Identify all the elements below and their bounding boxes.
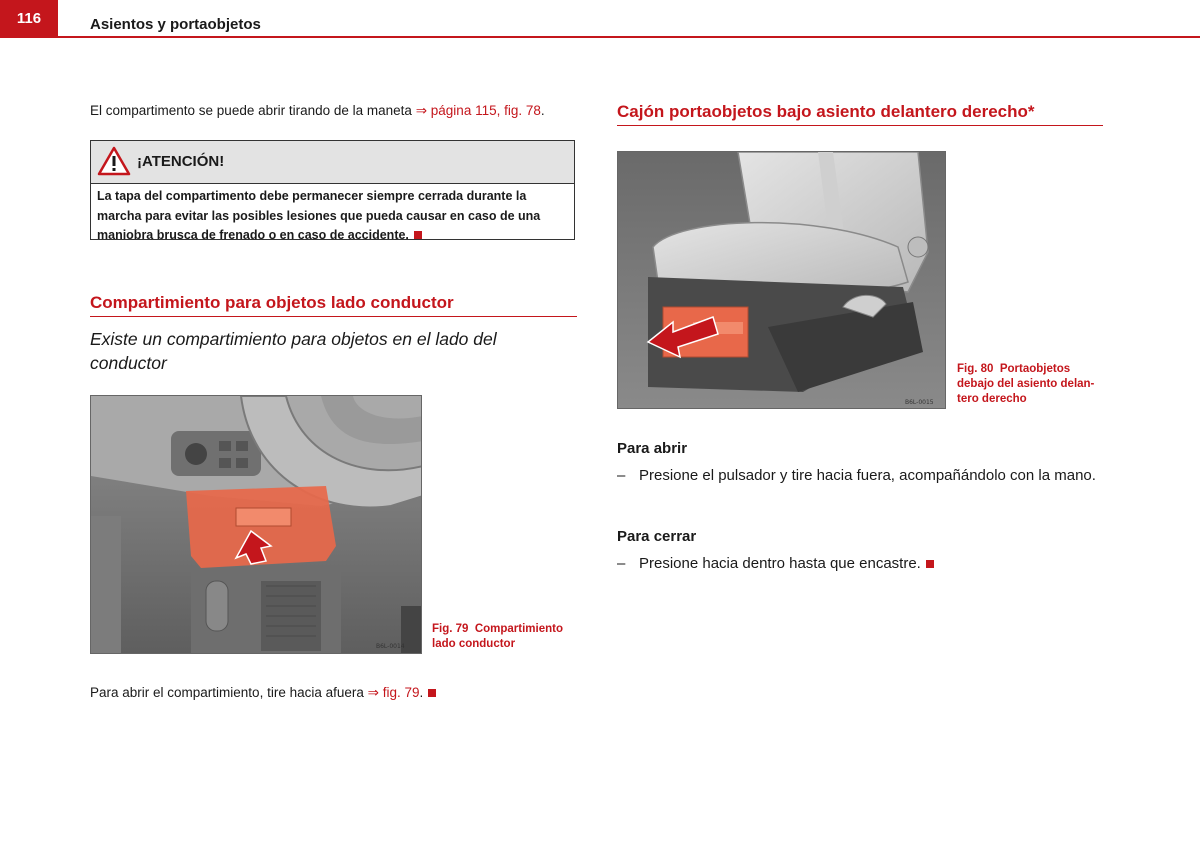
page-header-title: Asientos y portaobjetos	[90, 16, 261, 33]
section-rule-passenger	[617, 125, 1103, 126]
section-rule-driver	[90, 316, 577, 317]
warning-body: La tapa del compartimento debe permanecer siempre cerrada durante la marcha para evitar las posibles lesiones que pueda causar en caso de una maniobra brusca de frenado o en caso de accidente.	[97, 189, 541, 242]
warning-triangle-icon	[97, 146, 131, 176]
intro-link[interactable]: página 115, fig. 78	[430, 103, 541, 118]
figure-80-code: B6L-0015	[905, 399, 934, 406]
figure-79-caption: Fig. 79 Compartimiento lado conductor	[432, 623, 563, 650]
intro-paragraph: El compartimento se puede abrir tirando de la maneta ⇒ página 115, fig. 78.	[90, 103, 545, 118]
open-heading: Para abrir	[617, 440, 688, 457]
figure-79-image	[90, 395, 422, 654]
bottom-arrow-icon: ⇒	[367, 685, 379, 700]
bottom-paragraph: Para abrir el compartimiento, tire hacia afuera ⇒ fig. 79.	[90, 684, 585, 702]
header-rule	[58, 36, 1200, 38]
warning-title: ¡ATENCIÓN!	[137, 153, 225, 170]
close-heading: Para cerrar	[617, 528, 697, 545]
page-number: 116	[0, 0, 58, 38]
open-instruction: – Presione el pulsador y tire hacia fuera, acompañándolo con la mano.	[617, 467, 1096, 484]
figure-80-image	[617, 151, 946, 409]
end-mark-icon	[926, 560, 934, 568]
figure-80-caption: Fig. 80 Portaobjetos debajo del asiento delan-tero derecho	[957, 363, 1095, 405]
intro-arrow-icon: ⇒	[415, 103, 428, 118]
warning-box	[90, 140, 575, 240]
close-instruction: – Presione hacia dentro hasta que encastre.	[617, 553, 1097, 575]
section-title-driver: Compartimiento para objetos lado conductor	[90, 293, 454, 312]
section-title-passenger: Cajón portaobjetos bajo asiento delantero derecho*	[617, 102, 1035, 121]
end-mark-icon	[428, 689, 436, 697]
figure-79-code: B6L-0014	[376, 643, 405, 650]
section-subtitle-driver: Existe un compartimiento para objetos en el lado del conductor	[90, 329, 497, 373]
passenger-seat-illustration	[618, 152, 946, 409]
warning-header	[91, 141, 574, 184]
bottom-link[interactable]: fig. 79	[382, 685, 420, 700]
end-mark-icon	[414, 231, 422, 239]
driver-compartment-illustration	[91, 396, 422, 654]
